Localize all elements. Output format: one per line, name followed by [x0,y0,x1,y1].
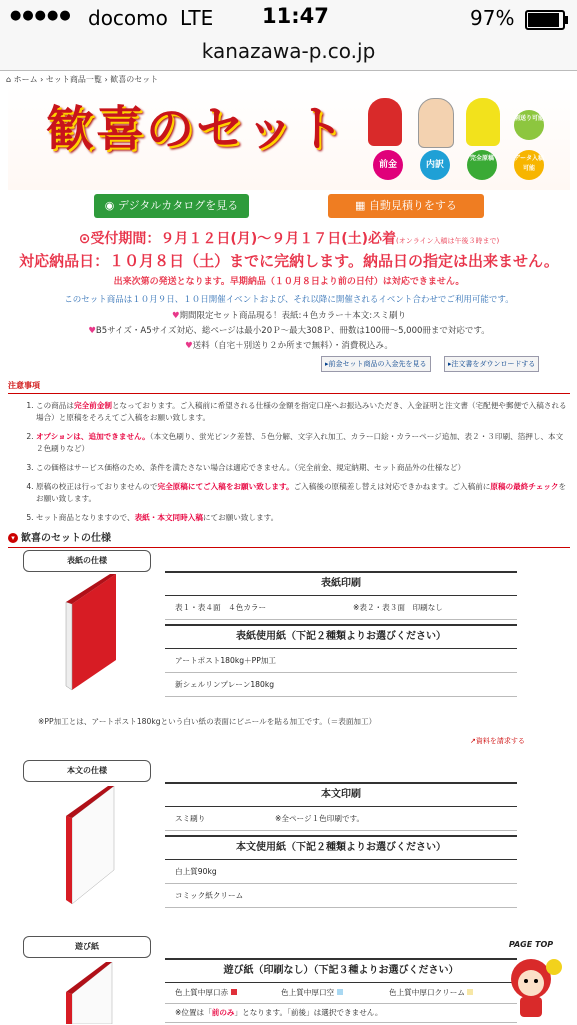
main-content [8,86,570,548]
color-swatch-cream [467,989,473,995]
badge-maekin: 前金 [373,150,403,180]
spec-heading [8,531,570,548]
battery-icon [525,10,565,30]
carrier-name: docomo [88,6,168,30]
endpaper-note-text: ※位置は「 [175,1008,212,1017]
endpaper-options-row [165,983,517,1004]
caution-emphasis: 完全原稿にてご入稿をお願い致します。 [157,482,294,491]
cover-paper-row: アートポスト180kg＋PP加工 [165,649,517,673]
request-material-link[interactable] [470,736,525,746]
breadcrumb-home[interactable]: ホーム [13,75,38,84]
body-paper-row: コミック紙クリーム [165,884,517,908]
prepay-info-label: 前金セット商品の入金先を見る [328,360,427,368]
reception-period [8,228,570,248]
pp-note: ※PP加工とは、アートポスト180kgという白い紙の表面にビニールを貼る加工です。（＝表面加工） [38,717,377,726]
info-section [8,228,570,372]
endpaper-note-text: 」となります。「前後」は選択できません。 [234,1008,383,1017]
caution-emphasis: 原稿の最終チェック [490,482,559,491]
endpaper-option-label: 色上質中厚口赤 [175,988,229,997]
external-link-icon: ↗ [470,737,476,745]
color-swatch-sky [337,989,343,995]
order-form-download-link[interactable]: ▸注文書をダウンロードする [444,356,539,372]
battery-fill [528,13,559,27]
page-title-logo: 歓喜のセット [46,101,347,157]
spec-heading-text: 歓喜のセットの仕様 [21,533,111,544]
badge-uchiwake: 内訳 [420,150,450,180]
cover-spec-section [8,548,570,748]
body-paper-row: 白上質90kg [165,860,517,884]
body-print-row [165,807,517,831]
color-swatch-red [231,989,237,995]
early-delivery-note: 出来次第の発送となります。早期納品（１０月８日より前の日付）は対応できません。 [113,277,465,287]
endpaper-note-emphasis: 前のみ [211,1008,235,1017]
network-type: LTE [180,6,214,30]
cover-print-left: 表１・表４面 ４色カラー [175,603,267,612]
battery-percent: 97% [470,6,515,30]
body-spec-table [165,782,517,908]
caution-text: ご入稿後の原稿差し替えは対応できかねます。ご入稿前に [293,482,491,491]
caution-text: この商品は [36,401,74,410]
feature-item [8,324,570,339]
caution-text: 原稿の校正は行っておりませんので [36,482,158,491]
mascot-page-top-icon [498,949,564,1021]
address-bar[interactable] [0,36,577,71]
caution-text: にてお願い致します。 [202,513,279,522]
mascot-yellow [466,98,500,146]
digital-catalog-label: デジタルカタログを見る [117,199,239,212]
cover-print-row [165,596,517,620]
period-note: (オンライン入稿は午後３時まで) [396,237,500,245]
endpaper-spec-section [8,934,570,1024]
breadcrumb-separator: › [37,75,46,84]
action-buttons [8,192,570,222]
cover-spec-table [165,571,517,697]
breadcrumb-set-list[interactable]: セット商品一覧 [45,75,102,84]
cover-print-header: 表紙印刷 [165,571,517,596]
order-form-label: 注文書をダウンロードする [451,360,536,368]
endpaper-option-label: 色上質中厚口空 [281,988,335,997]
caution-emphasis: 表紙・本文同時入稿 [134,513,203,522]
breadcrumb [0,71,577,87]
heart-icon: ♥ [171,311,180,321]
badge-kanzen-genko: 完全原稿 [467,150,497,180]
url-text: kanazawa-p.co.jp [201,39,376,63]
heart-icon: ♥ [185,341,193,351]
caution-item [36,462,570,474]
breadcrumb-current: 歓喜のセット [110,75,159,84]
cover-print-right: ※表２・表３面 印刷なし [353,603,443,612]
cover-paper-row: 新シェルリンプレーン180kg [165,673,517,697]
endpaper-option-label: 色上質中厚口クリーム [389,988,465,997]
caution-item [36,481,570,505]
caution-text: をお願い致します。 [36,482,567,503]
heart-icon: ♥ [88,326,96,336]
badge-data-nyuko: データ入稿可能 [514,150,544,180]
caution-item [36,431,570,455]
link-buttons [8,356,570,372]
caution-item [36,400,570,424]
endpaper-book-image [64,962,124,1024]
endpaper-option [281,983,343,1003]
cover-paper-header: 表紙使用紙（下記２種類よりお選びください） [165,624,517,649]
body-print-header: 本文印刷 [165,782,517,807]
delivery-deadline: 対応納品日：１０月８日（土）までに完納します。納品日の指定は出来ません。 [19,252,559,270]
endpaper-option [175,988,237,997]
mascot-group [368,92,568,186]
feature-text: 送料（自宅＋別送り２か所まで無料）・消費税込み。 [192,341,393,351]
cover-book-image [64,574,124,692]
caution-text: となっております。ご入稿前に希望される仕様の金額を指定口座へお振込みいただき、入金証明と注文書（宅配便や郵便で入稿される場合）と原稿をそろえてご入稿をお願い致します。 [36,401,567,422]
badge-betsuokuri: 割送り可能 [514,110,544,140]
feature-text: B5サイズ・A5サイズ対応、総ページは最小20Ｐ〜最大308Ｐ、冊数は100冊〜5,000冊まで対応です。 [95,326,490,336]
availability-note: このセット商品は１０月９日、１０日開催イベントおよび、それ以降に開催されるイベント合わせでご利用可能です。 [64,295,514,305]
digital-catalog-button[interactable] [94,194,249,218]
endpaper-label: 遊び紙 [23,936,151,958]
caution-text: この価格はサービス価格のため、条件を満たさない場合は適応できません。（完全前金、規定納期、セット商品外の仕様など） [36,463,466,472]
endpaper-note [165,1004,517,1023]
caution-list [8,400,570,524]
status-bar [0,0,577,36]
auto-estimate-label: 自動見積りをする [368,199,457,212]
feature-list [8,309,570,354]
feature-text: 期間限定セット商品現る！表紙:４色カラー＋本文:スミ刷り [179,311,407,321]
caution-text: （本文色刷り、蛍光ピンク差替、５色分解、文字入れ加工、カラー口絵・カラーページ追加、表２・３印刷、箔押し、本文２色刷りなど） [36,432,564,453]
prepay-info-link[interactable]: ▸前金セット商品の入金先を見る [321,356,431,372]
body-book-image [64,786,124,906]
request-material-label: 資料を請求する [475,737,525,745]
caution-emphasis: 完全前金制 [73,401,112,410]
period-text: 受付期間：９月１２日(月)〜９月１７日(土)必着 [90,231,397,247]
endpaper-table [165,958,517,1023]
body-spec-section [8,758,570,918]
clock-icon: ⊙ [78,231,91,247]
caution-item [36,512,570,524]
eye-icon: ◉ [104,199,118,212]
caution-emphasis: オプションは、追加できません。 [36,432,150,441]
mascot-red [368,98,402,146]
caution-heading: 注意事項 [8,380,570,394]
page-top-button[interactable] [498,940,564,1024]
endpaper-option [389,983,473,1003]
chevron-down-circle-icon: ▾ [8,533,18,543]
body-spec-label: 本文の仕様 [23,760,151,782]
body-paper-header: 本文使用紙（下記２種類よりお選びください） [165,835,517,860]
cover-spec-label: 表紙の仕様 [23,550,151,572]
feature-item [8,309,570,324]
signal-strength-icon: ●●●●● [10,8,72,23]
banner [8,86,570,190]
mascot-bald [418,98,454,148]
breadcrumb-separator: › [101,75,111,84]
body-print-right: ※全ページ１色印刷です。 [275,814,365,823]
body-print-left: スミ刷り [175,814,206,823]
endpaper-header: 遊び紙（印刷なし）（下記３種よりお選びください） [165,958,517,983]
feature-item [8,339,570,354]
page-top-label: PAGE TOP [508,940,554,949]
home-icon[interactable]: ⌂ [6,75,12,84]
calculator-icon: ▦ [355,199,369,212]
clock: 11:47 [262,4,329,28]
auto-estimate-button[interactable] [328,194,484,218]
caution-text: セット商品となりますので、 [36,513,135,522]
